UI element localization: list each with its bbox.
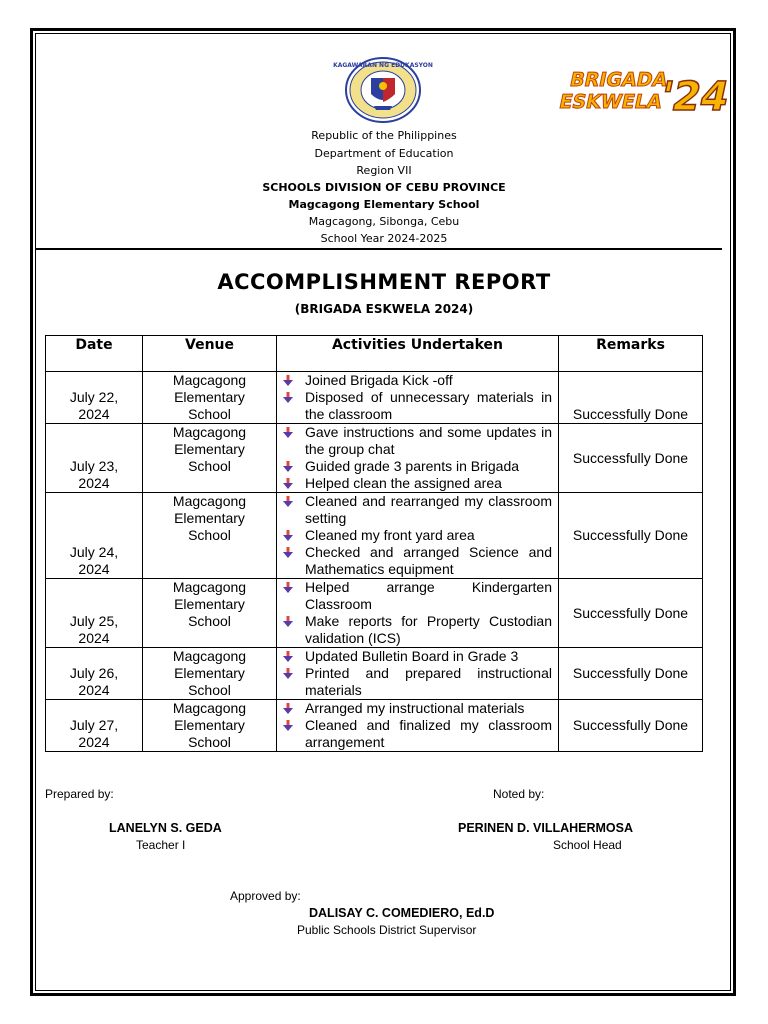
republic-line: Republic of the Philippines xyxy=(311,129,457,142)
cell-venue xyxy=(143,700,277,752)
venue-text: Elementary xyxy=(174,389,245,405)
division-line: SCHOOLS DIVISION OF CEBU PROVINCE xyxy=(262,181,506,194)
list-item xyxy=(283,475,552,492)
column-header-date: Date xyxy=(46,336,143,372)
noted-by-label: Noted by: xyxy=(493,787,545,801)
arrow-down-bullet-icon xyxy=(283,496,293,507)
venue-text: Magcagong xyxy=(172,424,247,440)
noted-by-title: School Head xyxy=(553,838,622,852)
list-item xyxy=(283,700,552,717)
cell-remarks: Successfully Done xyxy=(559,579,703,648)
activity-text: Cleaned my front yard area xyxy=(305,527,475,543)
venue-text: Magcagong xyxy=(172,648,247,664)
prepared-by-name: LANELYN S. GEDA xyxy=(109,821,222,835)
venue-text: Elementary xyxy=(174,665,245,681)
approved-by-name: DALISAY C. COMEDIERO, Ed.D xyxy=(309,906,495,920)
date-text: July 24, xyxy=(69,544,119,560)
activity-text: Disposed of unnecessary materials in the classroom xyxy=(305,389,552,422)
school-name: Magcagong Elementary School xyxy=(288,198,480,211)
table-row xyxy=(46,648,703,700)
arrow-down-bullet-icon xyxy=(283,392,293,403)
activity-text: Arranged my instructional materials xyxy=(305,700,525,716)
cell-remarks: Successfully Done xyxy=(559,493,703,579)
table-header-row xyxy=(46,336,703,372)
column-header-venue: Venue xyxy=(143,336,277,372)
arrow-down-bullet-icon xyxy=(283,720,293,731)
table-row xyxy=(46,424,703,493)
activity-text: Cleaned and finalized my classroom arrangement xyxy=(305,717,552,750)
list-item xyxy=(283,665,552,699)
venue-text: School xyxy=(188,527,231,543)
activity-text: Helped arrange Kindergarten Classroom xyxy=(305,579,552,612)
activity-text: Printed and prepared instructional materials xyxy=(305,665,552,698)
svg-text:'24: '24 xyxy=(655,72,734,120)
date-text: 2024 xyxy=(78,475,110,491)
activities-list xyxy=(277,648,558,699)
cell-venue xyxy=(143,372,277,424)
approved-by-label: Approved by: xyxy=(230,889,301,903)
venue-text: School xyxy=(188,682,231,698)
brigada-eskwela-logo xyxy=(557,62,734,120)
cell-venue xyxy=(143,579,277,648)
arrow-down-bullet-icon xyxy=(283,703,293,714)
arrow-down-bullet-icon xyxy=(283,547,293,558)
date-text: July 27, xyxy=(69,717,119,733)
activity-text: Make reports for Property Custodian validation (ICS) xyxy=(305,613,552,646)
cell-remarks: Successfully Done xyxy=(559,372,703,424)
column-header-remarks: Remarks xyxy=(559,336,703,372)
activity-text: Cleaned and rearranged my classroom setting xyxy=(305,493,552,526)
venue-text: Magcagong xyxy=(172,700,247,716)
venue-text: Magcagong xyxy=(172,579,247,595)
list-item xyxy=(283,579,552,613)
list-item xyxy=(283,493,552,527)
noted-by-name: PERINEN D. VILLAHERMOSA xyxy=(458,821,634,835)
venue-text: School xyxy=(188,613,231,629)
activity-text: Joined Brigada Kick -off xyxy=(305,372,453,388)
table-row xyxy=(46,493,703,579)
activity-text: Guided grade 3 parents in Brigada xyxy=(305,458,520,474)
cell-date xyxy=(46,648,143,700)
arrow-down-bullet-icon xyxy=(283,582,293,593)
arrow-down-bullet-icon xyxy=(283,530,293,541)
list-item xyxy=(283,458,552,475)
cell-activities xyxy=(277,700,559,752)
list-item xyxy=(283,372,552,389)
cell-venue xyxy=(143,493,277,579)
activity-text: Updated Bulletin Board in Grade 3 xyxy=(305,648,519,664)
table-row xyxy=(46,579,703,648)
arrow-down-bullet-icon xyxy=(283,427,293,438)
region-line: Region VII xyxy=(356,164,412,177)
list-item xyxy=(283,389,552,423)
list-item xyxy=(283,613,552,647)
date-text: 2024 xyxy=(78,682,110,698)
venue-text: School xyxy=(188,458,231,474)
svg-text:KAGAWARAN NG EDUKASYON: KAGAWARAN NG EDUKASYON xyxy=(333,62,433,69)
arrow-down-bullet-icon xyxy=(283,478,293,489)
activity-text: Gave instructions and some updates in the group chat xyxy=(305,424,552,457)
venue-text: Elementary xyxy=(174,510,245,526)
venue-text: Magcagong xyxy=(172,493,247,509)
cell-activities xyxy=(277,648,559,700)
deped-seal-icon xyxy=(333,56,433,124)
table-row xyxy=(46,372,703,424)
date-text: 2024 xyxy=(78,561,110,577)
column-header-activities: Activities Undertaken xyxy=(277,336,559,372)
activity-text: Helped clean the assigned area xyxy=(305,475,502,491)
prepared-by-label: Prepared by: xyxy=(45,787,114,801)
prepared-by-title: Teacher I xyxy=(136,838,186,852)
cell-date xyxy=(46,579,143,648)
activities-list xyxy=(277,424,558,492)
date-text: 2024 xyxy=(78,734,110,750)
activities-list xyxy=(277,372,558,423)
date-text: July 26, xyxy=(69,665,119,681)
cell-venue xyxy=(143,424,277,493)
date-text: 2024 xyxy=(78,630,110,646)
list-item xyxy=(283,424,552,458)
school-address: Magcagong, Sibonga, Cebu xyxy=(308,215,460,228)
cell-activities xyxy=(277,372,559,424)
cell-date xyxy=(46,700,143,752)
cell-venue xyxy=(143,648,277,700)
arrow-down-bullet-icon xyxy=(283,461,293,472)
venue-text: Elementary xyxy=(174,441,245,457)
arrow-down-bullet-icon xyxy=(283,375,293,386)
cell-activities xyxy=(277,424,559,493)
date-text: 2024 xyxy=(78,406,110,422)
arrow-down-bullet-icon xyxy=(283,616,293,627)
cell-date xyxy=(46,493,143,579)
venue-text: Elementary xyxy=(174,596,245,612)
list-item xyxy=(283,717,552,751)
approved-by-title: Public Schools District Supervisor xyxy=(297,923,477,937)
report-title: ACCOMPLISHMENT REPORT xyxy=(217,270,551,294)
venue-text: Magcagong xyxy=(172,372,247,388)
activities-list xyxy=(277,700,558,751)
svg-text:BRIGADA: BRIGADA xyxy=(567,68,670,91)
activities-list xyxy=(277,493,558,578)
cell-activities xyxy=(277,579,559,648)
activities-list xyxy=(277,579,558,647)
cell-remarks: Successfully Done xyxy=(559,424,703,493)
report-subtitle: (BRIGADA ESKWELA 2024) xyxy=(294,302,474,316)
arrow-down-bullet-icon xyxy=(283,668,293,679)
activity-text: Checked and arranged Science and Mathematics equipment xyxy=(305,544,552,577)
cell-date xyxy=(46,424,143,493)
header-divider xyxy=(36,248,722,250)
accomplishment-table xyxy=(45,335,703,752)
school-year: School Year 2024-2025 xyxy=(320,232,448,245)
venue-text: School xyxy=(188,734,231,750)
list-item xyxy=(283,648,552,665)
svg-text:ESKWELA: ESKWELA xyxy=(557,90,665,113)
date-text: July 22, xyxy=(69,389,119,405)
venue-text: Elementary xyxy=(174,717,245,733)
department-line: Department of Education xyxy=(314,147,454,160)
cell-activities xyxy=(277,493,559,579)
date-text: July 25, xyxy=(69,613,119,629)
list-item xyxy=(283,544,552,578)
cell-remarks: Successfully Done xyxy=(559,648,703,700)
cell-remarks: Successfully Done xyxy=(559,700,703,752)
cell-date xyxy=(46,372,143,424)
venue-text: School xyxy=(188,406,231,422)
arrow-down-bullet-icon xyxy=(283,651,293,662)
list-item xyxy=(283,527,552,544)
date-text: July 23, xyxy=(69,458,119,474)
table-row xyxy=(46,700,703,752)
